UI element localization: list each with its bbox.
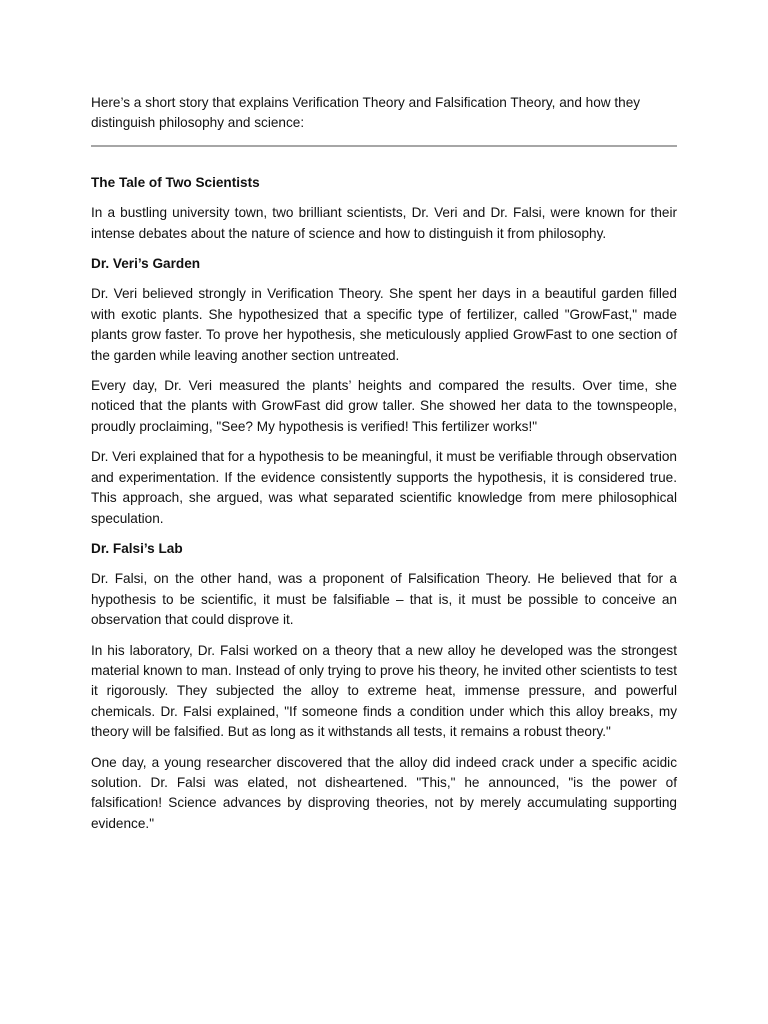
- paragraph: In his laboratory, Dr. Falsi worked on a theory that a new alloy he developed was the strongest material known to man. Instead of only trying to prove his theory, he invited other scientists to test it rigorously. They subjected the alloy to extreme heat, immense pressure, and powerful chemicals. Dr. Falsi explained, "If someone finds a condition under which this alloy breaks, my theory will be falsified. But as long as it withstands all tests, it remains a robust theory.": [91, 642, 677, 740]
- opening-paragraph: In a bustling university town, two brilliant scientists, Dr. Veri and Dr. Falsi, were known for their intense debates about the nature of science and how to distinguish it from philosophy.: [91, 205, 677, 241]
- paragraph: Dr. Veri explained that for a hypothesis to be meaningful, it must be verifiable through observation and experimentation. If the evidence consistently supports the hypothesis, it is considered true. This approach, she argued, was what separated scientific knowledge from mere philosophical speculation.: [91, 449, 677, 526]
- section-heading-falsi: Dr. Falsi’s Lab: [91, 540, 183, 556]
- section-heading-veri: Dr. Veri’s Garden: [91, 256, 201, 272]
- paragraph: Dr. Veri believed strongly in Verification Theory. She spent her days in a beautiful garden filled with exotic plants. She hypothesized that a specific type of fertilizer, called "GrowFast," made plants grow faster. To prove her hypothesis, she meticulously applied GrowFast to one section of the garden while leaving another section untreated.: [91, 286, 677, 363]
- intro-text: Here’s a short story that explains Verification Theory and Falsification Theory, and how they distinguish philosophy and science:: [91, 95, 641, 131]
- paragraph: Every day, Dr. Veri measured the plants’ heights and compared the results. Over time, she noticed that the plants with GrowFast did grow taller. She showed her data to the townspeople, proudly proclaiming, "See? My hypothesis is verified! This fertilizer works!": [91, 378, 677, 434]
- document-page: [91, 93, 677, 834]
- horizontal-divider: [91, 145, 677, 147]
- paragraph: One day, a young researcher discovered that the alloy did indeed crack under a specific acidic solution. Dr. Falsi was elated, not disheartened. "This," he announced, "is the power of falsification! Science advances by disproving theories, not by merely accumulating supporting evidence.": [91, 754, 677, 831]
- story-title: The Tale of Two Scientists: [91, 174, 260, 190]
- paragraph: Dr. Falsi, on the other hand, was a proponent of Falsification Theory. He believed that for a hypothesis to be scientific, it must be falsifiable – that is, it must be possible to conceive an observation that could disprove it.: [91, 571, 677, 628]
